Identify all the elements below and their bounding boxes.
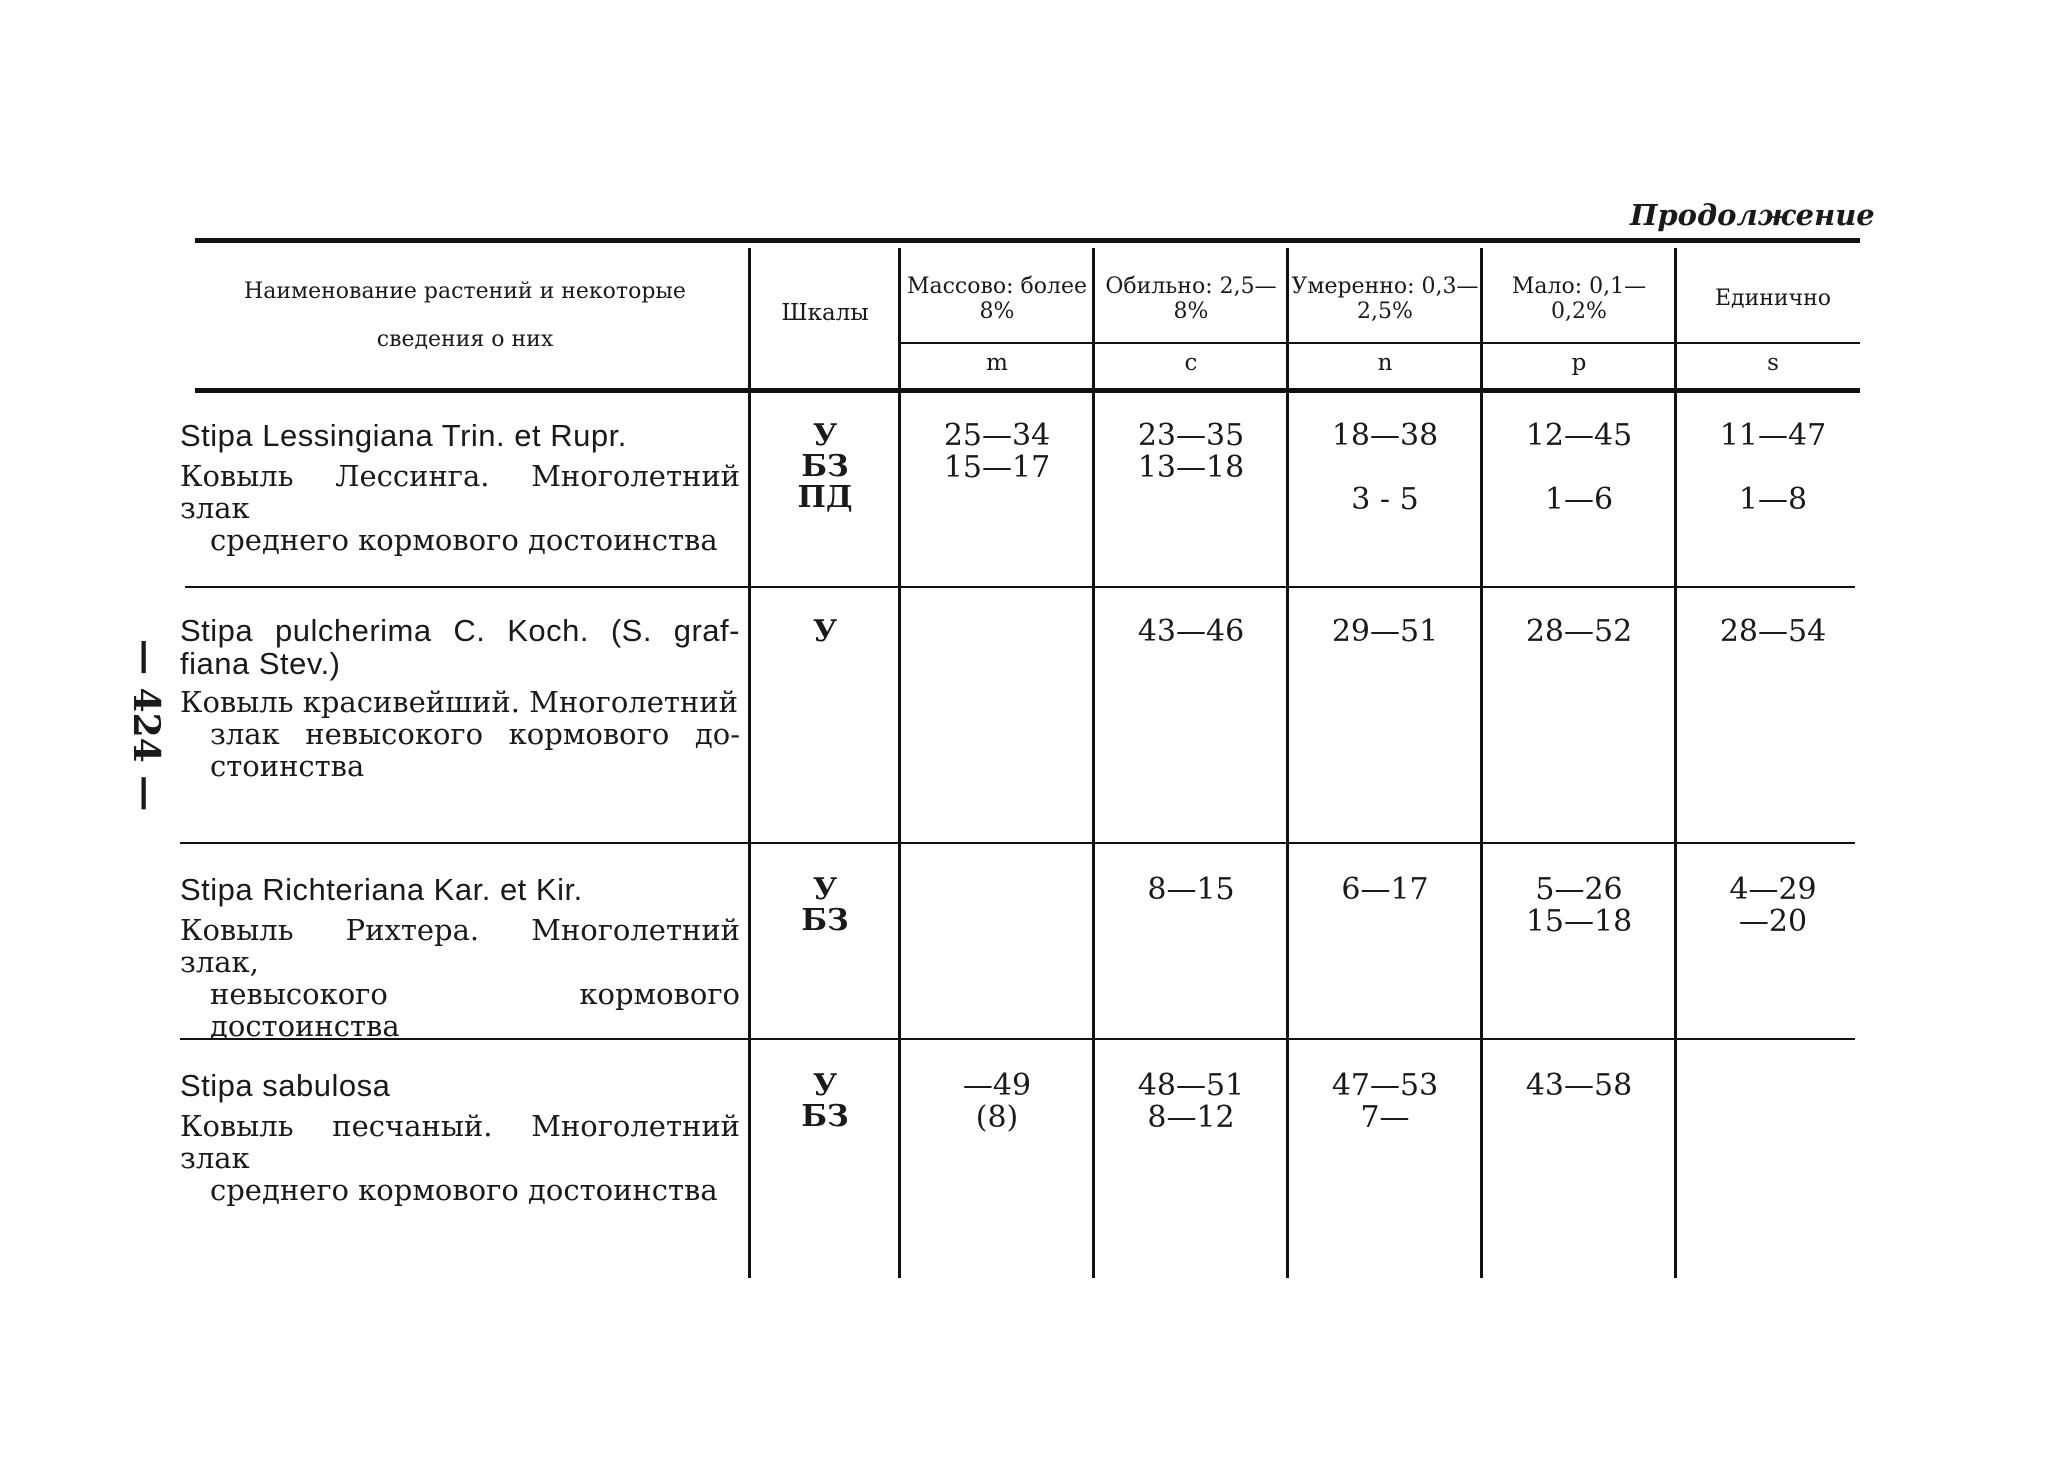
value-cell-n [1290, 616, 1480, 648]
description-first-line: Ковыль красивейший. Многолетний [180, 685, 738, 719]
scale-value: ПД [797, 480, 853, 515]
value: 28—54 [1719, 614, 1827, 649]
description-rest: среднего кормового достоинства [210, 1173, 718, 1207]
header-col-n: Умеренно: 0,3—2,5% [1291, 274, 1479, 325]
value: 6—17 [1341, 872, 1429, 907]
description-rest: злак невысокого кормового до- стоинства [210, 717, 740, 783]
value-cell-m [902, 1070, 1092, 1134]
plant-description [180, 1110, 740, 1206]
value: 8—15 [1147, 872, 1235, 907]
header-letter-m: m [986, 350, 1008, 376]
value-cell-m [902, 420, 1092, 484]
col-divider-c [1092, 248, 1095, 1278]
header-scale-col: Шкалы [781, 300, 869, 326]
value: 11—47 [1719, 418, 1827, 453]
continuation-label: Продолжение [1630, 198, 1875, 232]
description-rest: невысокого кормового достоинства [210, 977, 740, 1043]
latin-name: Stipa Lessingiana Trin. et Rupr. [180, 418, 627, 453]
value-cell-n [1290, 874, 1480, 906]
value: 43—58 [1525, 1068, 1633, 1103]
table-row [180, 872, 740, 1042]
value: 15—18 [1525, 904, 1633, 939]
value-cell-s [1678, 420, 1868, 516]
rule-header-sub [900, 342, 1860, 344]
value-cell-p [1484, 874, 1674, 938]
value-cell-n [1290, 1070, 1480, 1134]
value-cell-s [1678, 616, 1868, 648]
latin-name: Stipa Richteriana Kar. et Kir. [180, 872, 583, 907]
value: 47—53 [1331, 1068, 1439, 1103]
value: 3 - 5 [1351, 482, 1419, 517]
header-letter-p: p [1571, 350, 1587, 376]
value-cell-n [1290, 420, 1480, 516]
value-cell-c [1096, 874, 1286, 906]
scale-value: У [812, 614, 838, 649]
value: 12—45 [1525, 418, 1633, 453]
scale-value: БЗ [801, 449, 849, 484]
rule-row-2 [180, 842, 1855, 844]
scale-cell [750, 616, 900, 647]
value: 8—12 [1147, 1100, 1235, 1135]
header-col-c: Обильно: 2,5—8% [1105, 274, 1277, 325]
value-cell-p [1484, 616, 1674, 648]
description-first-line: Ковыль Лессинга. Многолетний злак [180, 459, 740, 525]
value: 29—51 [1331, 614, 1439, 649]
value-cell-s [1678, 874, 1868, 938]
value-cell-c [1096, 1070, 1286, 1134]
scale-cell [750, 874, 900, 936]
header-col-s: Единично [1714, 286, 1832, 311]
value: 28—52 [1525, 614, 1633, 649]
plant-description [180, 460, 740, 556]
header-col-m: Массово: более 8% [906, 274, 1088, 325]
value-cell-p [1484, 420, 1674, 516]
scale-cell [750, 1070, 900, 1132]
scale-value: БЗ [801, 1099, 849, 1134]
value: —49 [962, 1068, 1032, 1103]
value: 13—18 [1137, 450, 1245, 485]
value: 5—26 [1535, 872, 1623, 907]
header-name-col: Наименование растений и некоторые сведения о них [244, 279, 686, 352]
scale-cell [750, 420, 900, 513]
latin-name: Stipa sabulosa [180, 1068, 391, 1103]
col-divider-p [1480, 248, 1483, 1278]
value-cell-c [1096, 420, 1286, 484]
value: 4—29 [1729, 872, 1817, 907]
scale-value: У [812, 872, 838, 907]
value: 18—38 [1331, 418, 1439, 453]
col-divider-n [1286, 248, 1289, 1278]
value: 1—6 [1544, 482, 1614, 517]
rule-header-bottom [195, 388, 1860, 393]
description-first-line: Ковыль песчаный. Многолетний злак [180, 1109, 740, 1175]
description-first-line: Ковыль Рихтера. Многолетний злак, [180, 913, 740, 979]
value: 1—8 [1738, 482, 1808, 517]
scale-value: У [812, 1068, 838, 1103]
table-row [180, 614, 740, 782]
rule-row-1 [185, 586, 1855, 588]
value-cell-c [1096, 616, 1286, 648]
header-col-p: Мало: 0,1—0,2% [1511, 274, 1647, 325]
header-letter-c: c [1184, 350, 1198, 376]
value-cell-p [1484, 1070, 1674, 1102]
description-rest: среднего кормового достоинства [210, 523, 718, 557]
value: —20 [1738, 904, 1808, 939]
plant-description [180, 914, 740, 1042]
data-table [180, 238, 1860, 1278]
table-row [180, 1068, 740, 1206]
header-letter-n: n [1377, 350, 1393, 376]
scale-value: У [812, 418, 838, 453]
page-number-text: — 424 — [125, 639, 167, 812]
table-row [180, 418, 740, 556]
plant-description [180, 686, 740, 782]
value: 15—17 [943, 450, 1051, 485]
value: 43—46 [1137, 614, 1245, 649]
scale-value: БЗ [801, 903, 849, 938]
value: 7— [1360, 1100, 1410, 1135]
value: (8) [975, 1100, 1019, 1135]
header-letter-s: s [1767, 350, 1779, 376]
latin-name: Stipa pulcherima C. Koch. (S. graf- fiana Stev.) [180, 613, 740, 681]
value: 25—34 [943, 418, 1051, 453]
value: 48—51 [1137, 1068, 1245, 1103]
col-divider-s [1674, 248, 1677, 1278]
value: 23—35 [1137, 418, 1245, 453]
rule-top [195, 238, 1860, 243]
